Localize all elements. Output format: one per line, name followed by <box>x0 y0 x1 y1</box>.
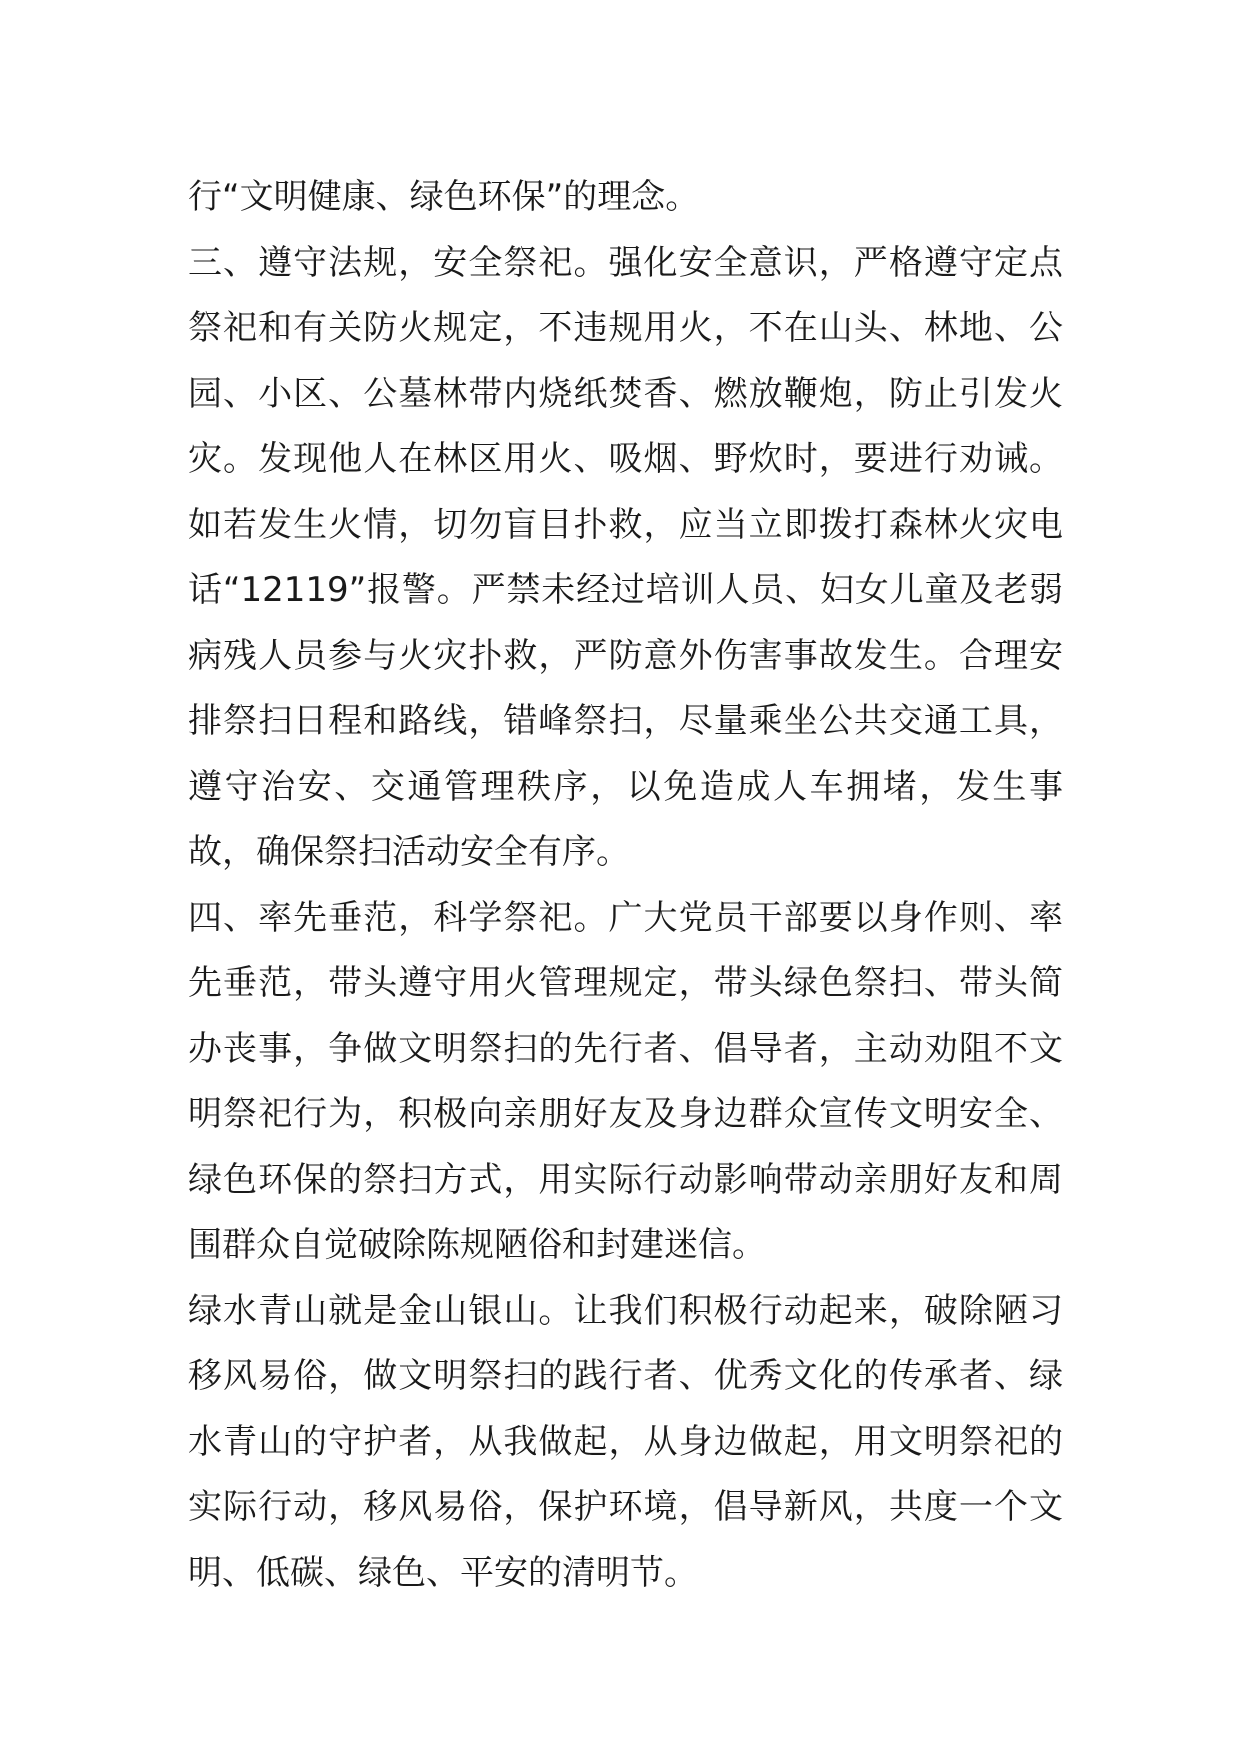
paragraph-section-four: 四、率先垂范，科学祭祀。广大党员干部要以身作则、率先垂范，带头遵守用火管理规定，带头绿色祭扫、带头简办丧事，争做文明祭扫的先行者、倡导者，主动劝阻不文明祭祀行为，积极向亲朋好友及身边群众宣传文明安全、绿色环保的祭扫方式，用实际行动影响带动亲朋好友和周围群众自觉破除陈规陋俗和封建迷信。 <box>188 897 1063 1265</box>
paragraph-continuation: 行“文明健康、绿色环保”的理念。 <box>188 177 700 217</box>
paragraph-closing: 绿水青山就是金山银山。让我们积极行动起来，破除陋习移风易俗，做文明祭扫的践行者、优秀文化的传承者、绿水青山的守护者，从我做起，从身边做起，用文明祭祀的实际行动，移风易俗，保护环境，倡导新风，共度一个文明、低碳、绿色、平安的清明节。 <box>188 1290 1063 1593</box>
paragraph-section-three: 三、遵守法规，安全祭祀。强化安全意识，严格遵守定点祭祀和有关防火规定，不违规用火，不在山头、林地、公园、小区、公墓林带内烧纸焚香、燃放鞭炮，防止引发火灾。发现他人在林区用火、吸烟、野炊时，要进行劝诫。如若发生火情，切勿盲目扑救，应当立即拨打森林火灾电话“12119”报警。严禁未经过培训人员、妇女儿童及老弱病残人员参与火灾扑救，严防意外伤害事故发生。合理安排祭扫日程和路线，错峰祭扫，尽量乘坐公共交通工具，遵守治安、交通管理秩序，以免造成人车拥堵，发生事故，确保祭扫活动安全有序。 <box>188 242 1063 872</box>
document-body <box>188 165 1063 1606</box>
